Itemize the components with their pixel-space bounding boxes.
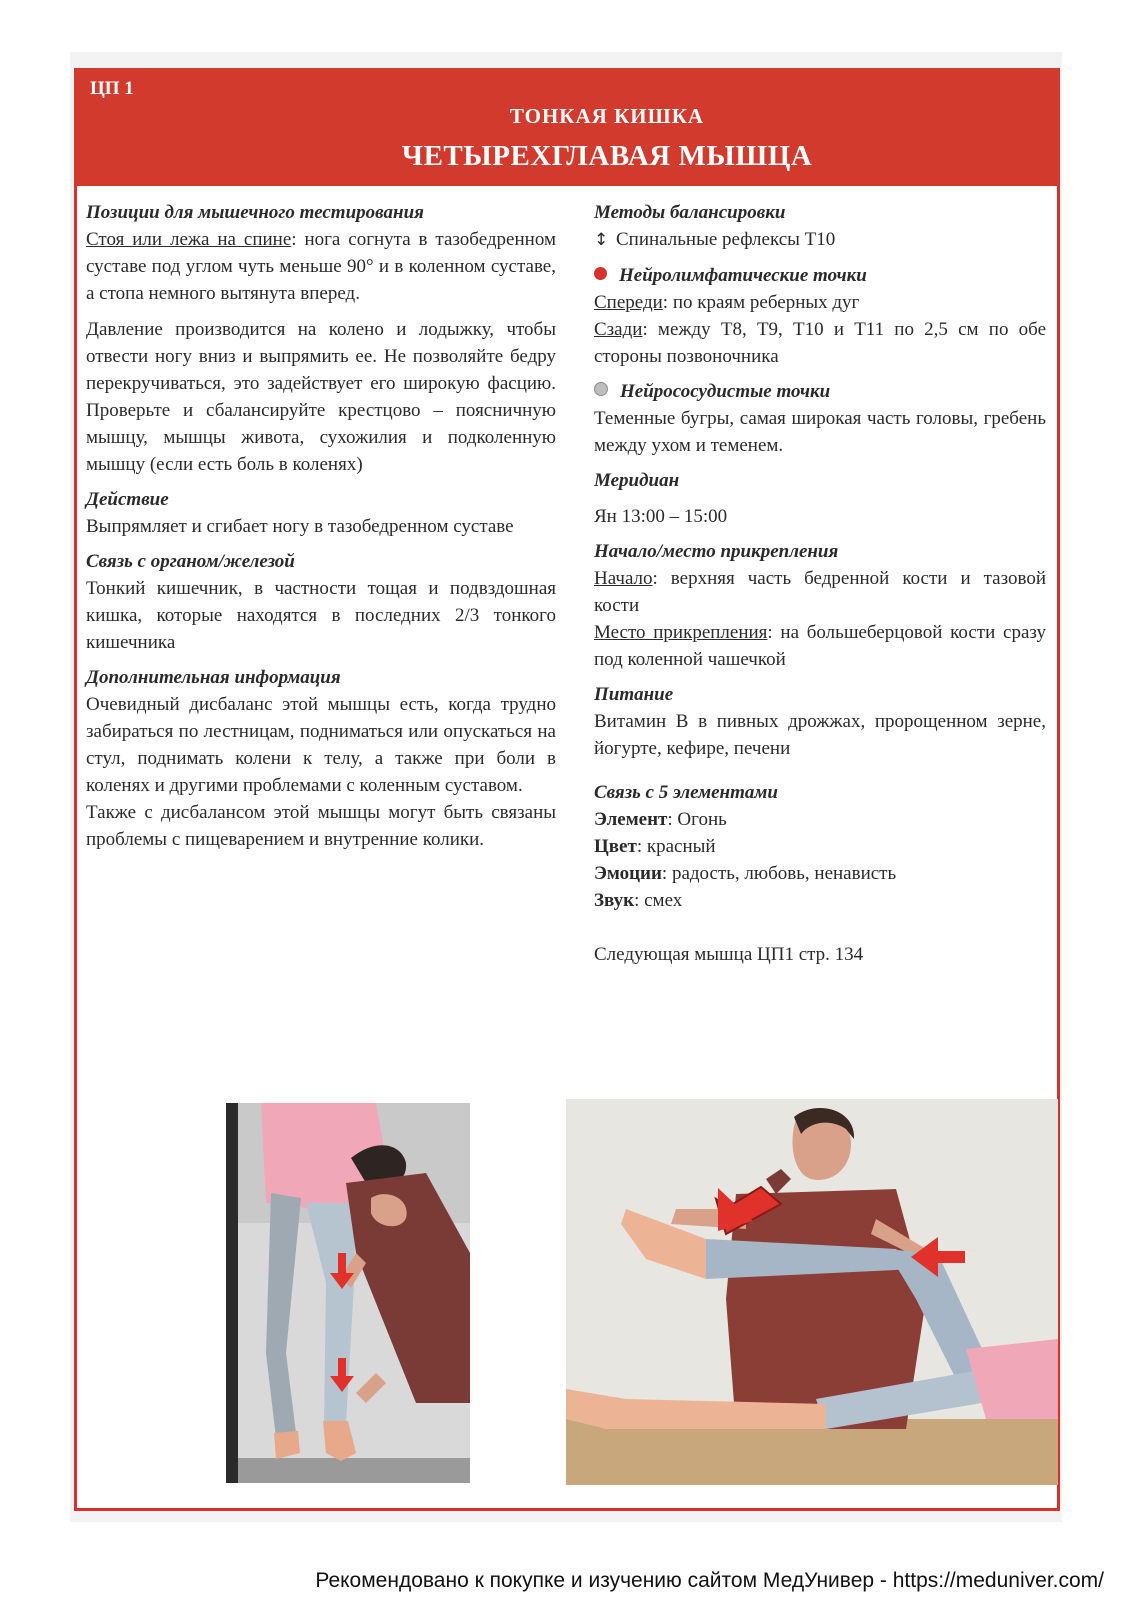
- nutrition-heading: Питание: [594, 684, 674, 705]
- nl-back-text: : между Т8, Т9, Т10 и Т11 по 2,5 см по обе стороны позвоночника: [594, 319, 1046, 367]
- nl-back-label: Сзади: [594, 319, 643, 340]
- methods-heading: Методы балансировки: [594, 202, 786, 223]
- nl-back-line: [594, 316, 1046, 370]
- sound-value: : смех: [634, 890, 683, 911]
- insertion-text: : на большеберцовой кости сразу под коленной чашечкой: [594, 622, 1046, 670]
- nl-front-text: : по краям реберных дуг: [662, 292, 860, 313]
- positions-heading: Позиции для мышечного тестирования: [86, 202, 424, 223]
- color-label: Цвет: [594, 836, 637, 857]
- neurovascular-paragraph: Теменные бугры, самая широкая часть головы, гребень между ухом и теменем.: [594, 408, 1046, 456]
- footer-recommendation: Рекомендовано к покупке и изучению сайтом МедУнивер - https://meduniver.com/: [315, 1569, 1104, 1592]
- extra-heading: Дополнительная информация: [86, 667, 341, 688]
- left-column: [86, 200, 556, 853]
- element-line: [594, 806, 1046, 833]
- next-muscle-reference: Следующая мышца ЦП1 стр. 134: [594, 944, 864, 965]
- insertion-line: [594, 619, 1046, 673]
- sound-label: Звук: [594, 890, 635, 911]
- sound-line: [594, 887, 1046, 914]
- element-label: Элемент: [594, 809, 668, 830]
- extra-paragraph-1: Очевидный дисбаланс этой мышцы есть, когда трудно забираться по лестницам, подниматься или опускаться на стул, поднимать колени к телу, а также при боли в коленях и другими проблемами с коленным суставом.: [86, 694, 556, 796]
- action-heading: Действие: [86, 489, 169, 510]
- nl-front-line: [594, 289, 1046, 316]
- muscle-title: ЧЕТЫРЕХГЛАВАЯ МЫШЦА: [401, 140, 813, 172]
- emotions-value: : радость, любовь, ненависть: [661, 863, 897, 884]
- emotions-label: Эмоции: [594, 863, 662, 884]
- origin-label: Начало: [594, 568, 653, 589]
- chart-code: ЦП 1: [90, 78, 134, 99]
- pressure-paragraph: Давление производится на колено и лодыжку, чтобы отвести ногу вниз и выпрямить ее. Не позволяйте бедру перекручиваться, это задействует его широкую фасцию. Проверьте и сбалансируйте крестцово – поясничную мышцу, мышцы живота, сухожилия и подколенную мышцу (если есть боль в коленях): [86, 319, 556, 475]
- organ-paragraph: Тонкий кишечник, в частности тощая и подвздошная кишка, которые находятся в последних 2/3 тонкого кишечника: [86, 578, 556, 653]
- color-value: : красный: [636, 836, 716, 857]
- organ-title: ТОНКАЯ КИШКА: [509, 104, 705, 128]
- standing-test-photo: [226, 1103, 470, 1483]
- organ-heading: Связь с органом/железой: [86, 551, 295, 572]
- supine-test-photo: [566, 1099, 1058, 1485]
- positions-text: : нога согнута в тазобедренном суставе под углом чуть меньше 90° и в коленном суставе, а стопа немного вытянута вперед.: [86, 229, 556, 304]
- nutrition-paragraph: Витамин В в пивных дрожжах, пророщенном зерне, йогурте, кефире, печени: [594, 711, 1046, 759]
- red-dot-icon: [594, 267, 607, 280]
- origin-line: [594, 565, 1046, 619]
- emotions-line: [594, 860, 1046, 887]
- neurolymphatic-heading: [594, 263, 1046, 289]
- grey-dot-icon: [594, 382, 608, 396]
- right-column: [594, 200, 1046, 968]
- page-header: [74, 68, 1060, 186]
- element-value: : Огонь: [667, 809, 727, 830]
- origin-text: : верхняя часть бедренной кости и тазовой кости: [594, 568, 1046, 616]
- positions-paragraph: [86, 226, 556, 307]
- neurovascular-heading: [594, 379, 1046, 405]
- methods-line: [594, 226, 1046, 254]
- origin-heading: Начало/место прикрепления: [594, 541, 839, 562]
- up-down-arrow-icon: ↕: [594, 230, 609, 250]
- insertion-label: Место прикрепления: [594, 622, 768, 643]
- nl-front-label: Спереди: [594, 292, 663, 313]
- neurolymphatic-heading-text: Нейролимфатические точки: [619, 265, 867, 286]
- extra-paragraph-2: Также с дисбалансом этой мышцы могут быть связаны проблемы с пищеварением и внутренние колики.: [86, 802, 556, 850]
- meridian-value: Ян 13:00 – 15:00: [594, 506, 728, 527]
- methods-text: Спинальные рефлексы Т10: [616, 229, 836, 250]
- action-paragraph: Выпрямляет и сгибает ногу в тазобедренном суставе: [86, 516, 514, 537]
- meridian-heading: Меридиан: [594, 470, 680, 491]
- positions-lead: Стоя или лежа на спине: [86, 229, 292, 250]
- neurovascular-heading-text: Нейрососудистые точки: [620, 381, 831, 402]
- elements-heading: Связь с 5 элементами: [594, 782, 778, 803]
- color-line: [594, 833, 1046, 860]
